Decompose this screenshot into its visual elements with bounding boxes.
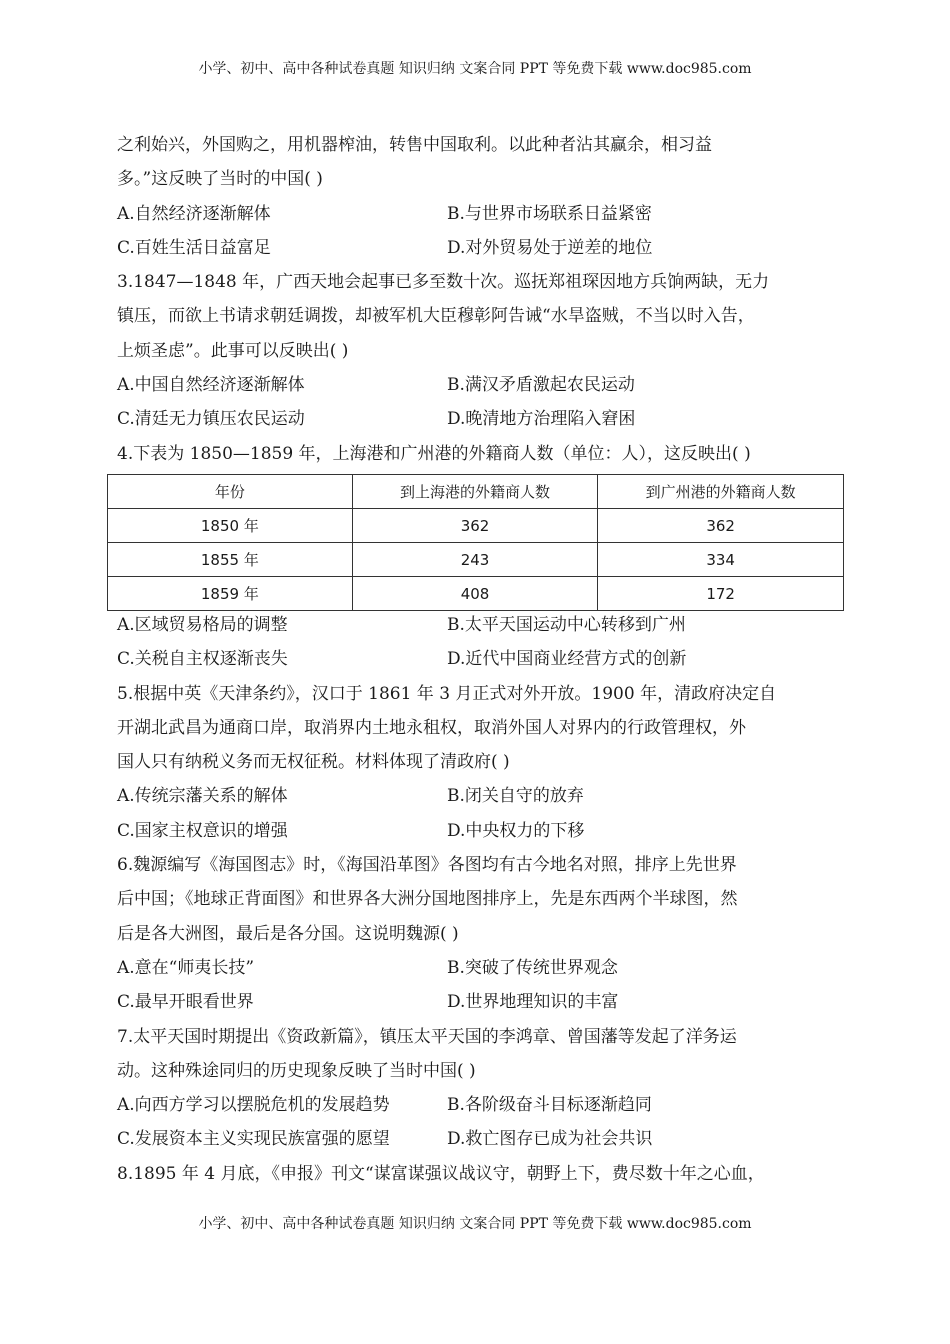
question-2-options-row-1 — [117, 197, 837, 231]
option-b: B.与世界市场联系日益紧密 — [447, 203, 652, 224]
table-header-guangzhou: 到广州港的外籍商人数 — [598, 475, 844, 509]
question-4-line-1: 4.下表为 1850—1859 年，上海港和广州港的外籍商人数（单位：人），这反映出( ) — [117, 443, 751, 464]
option-a: A.中国自然经济逐渐解体 — [117, 375, 305, 396]
question-4-options-row-1 — [117, 608, 837, 642]
option-d: D.世界地理知识的丰富 — [447, 992, 619, 1013]
table-cell-shanghai: 362 — [352, 509, 598, 543]
question-5-line-3: 国人只有纳税义务而无权征税。材料体现了清政府( ) — [117, 752, 510, 773]
table-cell-shanghai: 408 — [352, 577, 598, 611]
option-d: D.近代中国商业经营方式的创新 — [447, 649, 687, 670]
table-cell-shanghai: 243 — [352, 543, 598, 577]
question-6-line-2: 后中国；《地球正背面图》和世界各大洲分国地图排序上，先是东西两个半球图，然 — [117, 889, 738, 910]
option-a: A.自然经济逐渐解体 — [117, 203, 271, 224]
question-5-line-2: 开湖北武昌为通商口岸，取消界内土地永租权，取消外国人对界内的行政管理权，外 — [117, 717, 746, 738]
option-d: D.对外贸易处于逆差的地位 — [447, 237, 653, 258]
option-d: D.中央权力的下移 — [447, 820, 585, 841]
table-header-year: 年份 — [108, 475, 353, 509]
question-content — [117, 128, 837, 1191]
option-a: A.向西方学习以摆脱危机的发展趋势 — [117, 1095, 390, 1116]
merchant-count-table — [107, 474, 844, 611]
question-6-line-3: 后是各大洲图，最后是各分国。这说明魏源( ) — [117, 923, 459, 944]
option-c: C.最早开眼看世界 — [117, 992, 254, 1013]
question-3-options-row-2 — [117, 402, 837, 436]
question-3-line-3: 上烦圣虑”。此事可以反映出( ) — [117, 340, 349, 361]
question-6-line-1: 6.魏源编写《海国图志》时，《海国沿革图》各图均有古今地名对照，排序上先世界 — [117, 855, 737, 876]
question-7-line-1: 7.太平天国时期提出《资政新篇》，镇压太平天国的李鸿章、曾国藩等发起了洋务运 — [117, 1026, 737, 1047]
question-2-options-row-2 — [117, 231, 837, 265]
option-c: C.国家主权意识的增强 — [117, 820, 288, 841]
table-cell-guangzhou: 362 — [598, 509, 844, 543]
table-row — [108, 543, 844, 577]
question-8-line-1: 8.1895 年 4 月底，《申报》刊文“谋富谋强议战议守，朝野上下，费尽数十年之心血， — [117, 1163, 765, 1184]
question-3-line-2: 镇压，而欲上书请求朝廷调拨，却被军机大臣穆彰阿告诫“水旱盗贼，不当以时入告， — [117, 306, 755, 327]
table-cell-year: 1850 年 — [108, 509, 353, 543]
question-2-line-1: 之利始兴，外国购之，用机器榨油，转售中国取利。以此种者沾其赢余，相习益 — [117, 135, 712, 155]
option-c: C.关税自主权逐渐丧失 — [117, 649, 288, 670]
question-5-options-row-1 — [117, 779, 837, 813]
table-row — [108, 577, 844, 611]
option-c: C.百姓生活日益富足 — [117, 237, 271, 258]
table-header-row — [108, 475, 844, 509]
option-d: D.救亡图存已成为社会共识 — [447, 1129, 653, 1150]
option-b: B.太平天国运动中心转移到广州 — [447, 614, 686, 635]
table-row — [108, 509, 844, 543]
table-cell-year: 1855 年 — [108, 543, 353, 577]
question-3-line-1: 3.1847—1848 年，广西天地会起事已多至数十次。巡抚郑祖琛因地方兵饷两缺，无力 — [117, 272, 770, 293]
question-7-options-row-1 — [117, 1088, 837, 1122]
page-header: 小学、初中、高中各种试卷真题 知识归纳 文案合同 PPT 等免费下载 www.doc985.com — [198, 61, 752, 77]
option-c: C.清廷无力镇压农民运动 — [117, 409, 305, 430]
question-4-options-row-2 — [117, 642, 837, 676]
question-6-options-row-2 — [117, 985, 837, 1019]
option-a: A.区域贸易格局的调整 — [117, 614, 288, 635]
option-b: B.突破了传统世界观念 — [447, 957, 618, 978]
table-cell-guangzhou: 172 — [598, 577, 844, 611]
table-cell-year: 1859 年 — [108, 577, 353, 611]
question-5-options-row-2 — [117, 814, 837, 848]
option-b: B.满汉矛盾激起农民运动 — [447, 375, 635, 396]
table-cell-guangzhou: 334 — [598, 543, 844, 577]
option-a: A.意在“师夷长技” — [117, 957, 255, 978]
question-7-options-row-2 — [117, 1122, 837, 1156]
question-2-line-2: 多。”这反映了当时的中国( ) — [117, 169, 323, 190]
question-3-options-row-1 — [117, 368, 837, 402]
question-5-line-1: 5.根据中英《天津条约》，汉口于 1861 年 3 月正式对外开放。1900 年，清政府决定自 — [117, 683, 777, 704]
option-a: A.传统宗藩关系的解体 — [117, 786, 288, 807]
option-d: D.晚清地方治理陷入窘困 — [447, 409, 636, 430]
option-b: B.各阶级奋斗目标逐渐趋同 — [447, 1095, 652, 1116]
table-header-shanghai: 到上海港的外籍商人数 — [352, 475, 598, 509]
question-7-line-2: 动。这种殊途同归的历史现象反映了当时中国( ) — [117, 1060, 476, 1081]
question-6-options-row-1 — [117, 951, 837, 985]
option-b: B.闭关自守的放弃 — [447, 786, 584, 807]
page-footer: 小学、初中、高中各种试卷真题 知识归纳 文案合同 PPT 等免费下载 www.doc985.com — [198, 1216, 752, 1232]
option-c: C.发展资本主义实现民族富强的愿望 — [117, 1129, 390, 1150]
